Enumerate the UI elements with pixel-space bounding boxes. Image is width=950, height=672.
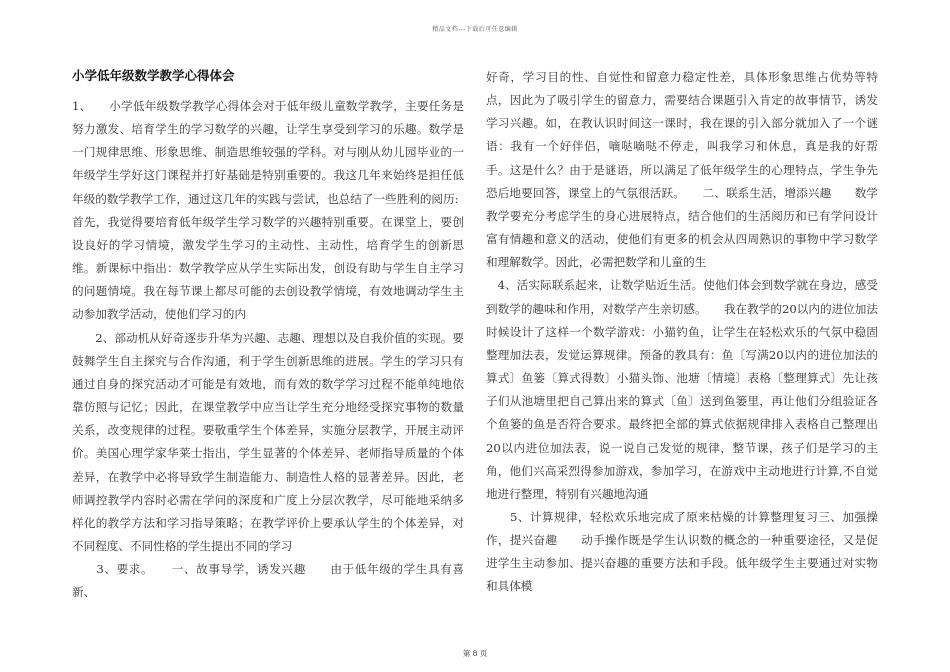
paragraph-5: 好奇，学习目的性、自觉性和留意力稳定性差，具体形象思维占优势等特点，因此为了吸引学生的留意力，需要结合课题引入肯定的故事情节，诱发学习兴趣。如，在教认识时间这一课时，我在课的引入部分就加入了一个谜语：我有一个好伴侣，嘀哒嘀哒不停走，叫我学习和休息，真是我的好帮手。这是什么？由于是谜语，所以满足了低年级学生的心理特点，学生争先恐后地要回答，课堂上的气氛很活跃。 二、联系生活，增添兴趣 数学教学要充分考虑学生的身心进展特点，结合他们的生活阅历和已有学问设计富有情趣和意义的活动，使他们有更多的机会从四周熟识的事物中学习数学和理解数学。因此，必需把数学和儿童的生 — [486, 70, 878, 270]
page-header: 精品文档---下载后可任意编辑 — [432, 26, 518, 33]
page-number: 第 8 页 — [462, 649, 488, 658]
paragraph-7: 5、计算规律，轻松欢乐地完成了原来枯燥的计算整理复习三、加强操作，提兴奋趣 动手操作既是学生认识数的概念的一种重要途径，又是促进学生主动参加、提兴奋趣的重要方法和手段。低年级学生主要通过对实物和具体模 — [486, 509, 878, 594]
right-column — [486, 66, 878, 599]
document-title: 小学低年级数学教学心得体会 — [72, 68, 235, 83]
paragraph-1: 1、 小学低年级数学教学心得体会对于低年级儿童数学教学，主要任务是努力激发、培育学生的学习数学的兴趣，让学生享受到学习的乐趣。数学是一门规律思维、形象思维、制造思维较强的学科。对与刚从幼儿园毕业的一年级学生学好这门课程并打好基础是特别重要的。我这几年来始终是担任低年级的数学教学工作，通过这几年的实践与尝试，也总结了一些胜利的阅历: — [72, 99, 464, 206]
paragraph-3: 2、部动机从好奇逐步升华为兴趣、志趣、理想以及自我价值的实现。要鼓舞学生自主探究与合作沟通，利于学生创新思维的进展。学生的学习只有通过自身的探究活动才可能是有效地，而有效的数学学习过程不能单纯地依靠仿照与记忆；因此，在课堂教学中应当让学生充分地经受探究事物的数量关系，改变规律的过程。要敬重学生个体差异，实施分层教学，开展主动评价。美国心理学家华莱士指出，学生显著的个体差异、老师指导质量的个体差异，在教学中必将导致学生制造能力、制造性人格的显著差异。因此，老师调控教学内容时必需在学问的深度和广度上分层次教学，尽可能地采纳多样化的教学方法和学习指导策略；在教学评价上要承认学生的个体差异，对不同程度、不同性格的学生提出不同的学习 — [72, 330, 464, 553]
paragraph-6: 4、活实际联系起来，让数学贴近生活。使他们体会到数学就在身边，感受到数学的趣味和作用，对数学产生亲切感。 我在教学的20以内的进位加法时候设计了这样一个数学游戏：小猫钓鱼，让学生在轻松欢乐的气氛中稳固整理加法表，发觉运算规律。预备的教具有：鱼〔写满20以内的进位加法的算式〕鱼篓〔算式得数〕小猫头饰、池塘〔情境〕表格〔整理算式〕先让孩子们从池塘里把自己算出来的算式〔鱼〕送到鱼篓里，再让他们分组验证各个鱼篓的鱼是否符合要求。最终把全部的算式依据规律排入表格自己整理出20以内进位加法表，说一说自己发觉的规律，整节课，孩子们是学习的主角，他们兴高采烈得参加游戏，参加学习，在游戏中主动地进行计算,不自觉地进行整理，特别有兴趣地沟通 — [486, 278, 878, 501]
paragraph-4: 3、要求。 一、故事导学，诱发兴趣 由于低年级的学生具有喜新、 — [72, 562, 464, 600]
paragraph-2: 首先，我觉得要培育低年级学生学习数学的兴趣特别重要。在课堂上，要创设良好的学习情境，激发学生学习的主动性、主动性，培育学生的创新思维。新课标中指出：数学教学应从学生实际出发，创设有助与学生自主学习的问题情境。我在每节课上都尽可能的去创设教学情境，有效地调动学生主动参加教学活动，使他们学习的内 — [72, 214, 464, 322]
left-column — [72, 68, 464, 604]
